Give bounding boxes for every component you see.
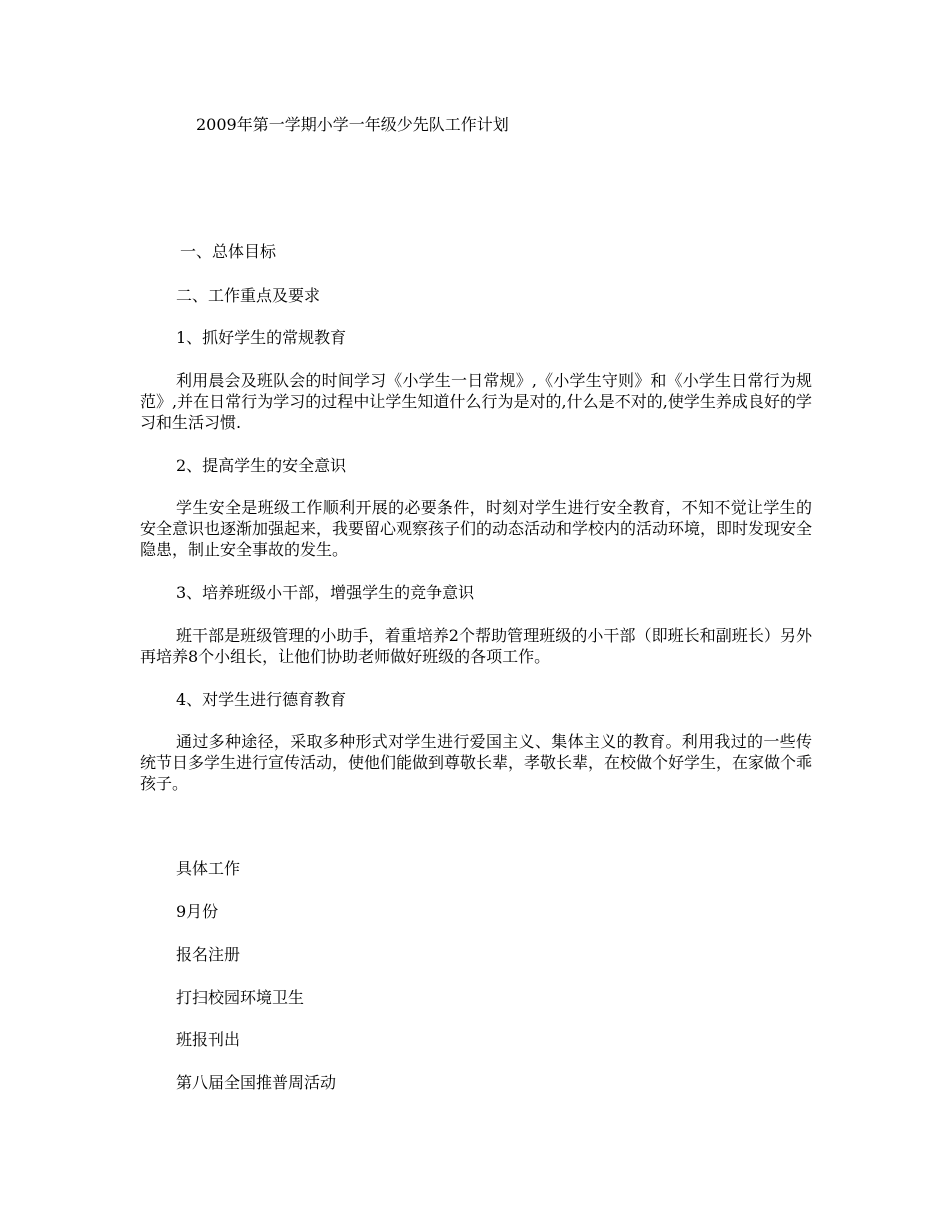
item-text-2: 学生安全是班级工作顺利开展的必要条件，时刻对学生进行安全教育，不知不觉让学生的安全意识也逐渐加强起来，我要留心观察孩子们的动态活动和学校内的活动环境，即时发现安全隐患，制止安全事故的发生。 bbox=[140, 498, 813, 559]
item-heading-2: 2、提高学生的安全意识 bbox=[176, 456, 347, 475]
task-item: 第八届全国推普周活动 bbox=[176, 1073, 337, 1092]
item-heading-3: 3、培养班级小干部，增强学生的竞争意识 bbox=[176, 583, 475, 602]
item-text-4: 通过多种途径，采取多种形式对学生进行爱国主义、集体主义的教育。利用我过的一些传统节日多学生进行宣传活动，使他们能做到尊敬长辈，孝敬长辈，在校做个好学生，在家做个乖孩子。 bbox=[140, 732, 813, 793]
item-heading-4: 4、对学生进行德育教育 bbox=[176, 690, 347, 709]
section-heading-goals: 一、总体目标 bbox=[180, 242, 277, 261]
work-heading: 具体工作 bbox=[176, 859, 241, 878]
section-heading-focus: 二、工作重点及要求 bbox=[176, 286, 321, 305]
task-item: 班报刊出 bbox=[176, 1030, 241, 1049]
task-item: 报名注册 bbox=[176, 945, 241, 964]
item-heading-1: 1、抓好学生的常规教育 bbox=[176, 328, 347, 347]
item-text-1: 利用晨会及班队会的时间学习《小学生一日常规》,《小学生守则》和《小学生日常行为规范》,并在日常行为学习的过程中让学生知道什么行为是对的,什么是不对的,使学生养成良好的学习和生活习惯. bbox=[140, 371, 812, 432]
item-text-3: 班干部是班级管理的小助手，着重培养2个帮助管理班级的小干部（即班长和副班长）另外再培养8个小组长，让他们协助老师做好班级的各项工作。 bbox=[140, 626, 812, 666]
task-item: 打扫校园环境卫生 bbox=[176, 988, 305, 1007]
document-title: 2009年第一学期小学一年级少先队工作计划 bbox=[196, 115, 509, 134]
month-label: 9月份 bbox=[176, 902, 219, 921]
